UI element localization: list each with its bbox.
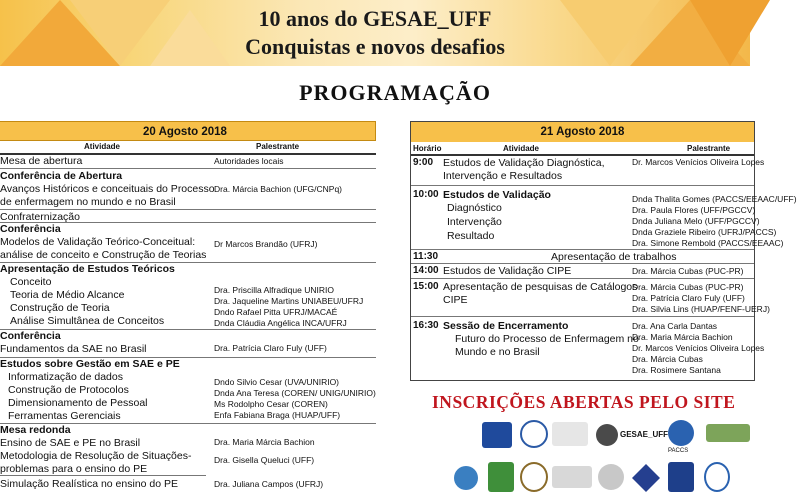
day1-row-speaker: Autoridades locais xyxy=(214,156,284,166)
day2-row-activity: Intervenção e Resultados xyxy=(443,170,563,182)
day1-row-title: Estudos sobre Gestão em SAE e PE xyxy=(0,358,180,370)
day2-row-title: Sessão de Encerramento xyxy=(443,320,569,332)
day1-row-speaker: Dra. Priscilla Alfradique UNIRIO xyxy=(214,285,334,295)
institution-logo xyxy=(632,464,660,492)
institution-logo xyxy=(454,466,478,490)
day1-row-activity: Dimensionamento de Pessoal xyxy=(8,397,148,409)
day1-row-activity: Análise Simultânea de Conceitos xyxy=(10,315,165,327)
day2-row-time: 14:00 xyxy=(413,265,439,276)
day2-row-speaker: Dra. Patrícia Claro Fuly (UFF) xyxy=(632,293,745,303)
day2-row-speaker: Dnda Thalita Gomes (PACCS/EEAAC/UFF) xyxy=(632,194,797,204)
institution-logo xyxy=(552,466,592,488)
day2-row-speaker: Dra. Maria Márcia Bachion xyxy=(632,332,733,342)
day2-col-time: Horário xyxy=(413,144,442,153)
day1-row-activity: Confraternização xyxy=(0,211,80,223)
day2-row-activity: Apresentação de trabalhos xyxy=(551,251,677,263)
day2-row-speaker: Dr. Marcos Venícios Oliveira Lopes xyxy=(632,343,765,353)
day1-schedule-table xyxy=(0,121,376,501)
day2-row-speaker: Dnda Juliana Melo (UFF/PGCCV) xyxy=(632,216,760,226)
divider xyxy=(0,209,376,210)
day2-schedule-table xyxy=(410,121,797,381)
day1-row-speaker: Dndo Rafael Pitta UFRJ/MACAÉ xyxy=(214,307,338,317)
day1-row-activity: Modelos de Validação Teórico-Conceitual: xyxy=(0,236,196,248)
divider xyxy=(411,249,754,250)
day1-row-activity: Simulação Realística no ensino do PE xyxy=(0,478,179,490)
day1-row-speaker: Dra. Jaqueline Martins UNIABEU/UFRJ xyxy=(214,296,364,306)
university-seal-logo xyxy=(520,420,548,448)
day2-row-time: 9:00 xyxy=(413,157,434,168)
day2-row-speaker: Dra. Simone Rembold (PACCS/EEAAC) xyxy=(632,238,784,248)
day1-row-speaker: Dra. Márcia Bachion (UFG/CNPq) xyxy=(214,184,343,194)
day1-row-activity: de enfermagem no mundo e no Brasil xyxy=(0,196,176,208)
day2-date: 21 Agosto 2018 xyxy=(411,122,754,142)
day2-row-activity: Estudos de Validação CIPE xyxy=(443,265,572,277)
day2-col-speaker: Palestrante xyxy=(687,144,731,153)
gesae-logo-text: GESAE_UFF xyxy=(620,430,669,439)
day2-row-speaker: Dra. Ana Carla Dantas xyxy=(632,321,718,331)
institution-logo xyxy=(488,462,514,492)
day1-row-activity: Conceito xyxy=(10,276,52,288)
divider xyxy=(0,475,206,476)
day2-row-activity: Diagnóstico xyxy=(447,202,502,214)
day2-row-speaker: Dra. Paula Flores (UFF/PGCCV) xyxy=(632,205,756,215)
day1-row-speaker: Dndo Silvio Cesar (UVA/UNIRIO) xyxy=(214,377,340,387)
day1-row-activity: problemas para o ensino do PE xyxy=(0,463,148,475)
institution-logo xyxy=(552,422,588,446)
programacao-heading: PROGRAMAÇÃO xyxy=(299,80,491,105)
institution-shield-logo xyxy=(668,462,694,492)
day2-row-speaker: Dra. Silvia Lins (HUAP/FENF-UERJ) xyxy=(632,304,770,314)
day1-row-speaker: Dnda Ana Teresa (COREN/ UNIG/UNIRIO) xyxy=(214,388,376,398)
day2-row-time: 16:30 xyxy=(413,320,439,331)
institution-seal-logo xyxy=(520,462,548,492)
day2-row-activity: Estudos de Validação Diagnóstica, xyxy=(443,157,605,169)
day1-row-speaker: Dra. Maria Márcia Bachion xyxy=(214,437,315,447)
day2-row-speaker: Dra. Márcia Cubas xyxy=(632,354,703,364)
day1-row-activity: Mesa de abertura xyxy=(0,155,83,167)
day1-row-title: Conferência de Abertura xyxy=(0,170,123,182)
day1-row-title: Conferência xyxy=(0,330,61,342)
day2-row-time: 10:00 xyxy=(413,189,439,200)
day1-row-speaker: Enfa Fabiana Braga (HUAP/UFF) xyxy=(214,410,341,420)
paccs-logo xyxy=(668,420,694,446)
day1-row-activity: Metodologia de Resolução de Situações- xyxy=(0,450,192,462)
day2-row-speaker: Dr. Marcos Venícios Oliveira Lopes xyxy=(632,157,765,167)
day2-row-activity: Mundo e no Brasil xyxy=(455,346,540,358)
header-banner xyxy=(0,0,750,66)
day1-row-activity: Fundamentos da SAE no Brasil xyxy=(0,343,147,355)
banner-subtitle: Conquistas e novos desafios xyxy=(245,34,505,59)
day1-row-speaker: Dnda Cláudia Angélica INCA/UFRJ xyxy=(214,318,347,328)
registration-banner[interactable]: INSCRIÇÕES ABERTAS PELO SITE xyxy=(432,392,736,412)
divider xyxy=(411,263,754,264)
divider xyxy=(0,168,376,169)
day1-row-activity: Avanços Históricos e conceituais do Processo xyxy=(0,183,215,195)
day1-row-activity: Teoria de Médio Alcance xyxy=(10,289,125,301)
day1-row-speaker: Dra. Juliana Campos (UFRJ) xyxy=(214,479,324,489)
institution-logo xyxy=(598,464,624,490)
coren-logo xyxy=(704,462,730,492)
day2-row-speaker: Dra. Márcia Cubas (PUC-PR) xyxy=(632,266,744,276)
day1-row-speaker: Dra. Patrícia Claro Fuly (UFF) xyxy=(214,343,327,353)
day2-row-time: 11:30 xyxy=(413,251,439,262)
day1-row-speaker: Dr Marcos Brandão (UFRJ) xyxy=(214,239,318,249)
day1-col-speaker: Palestrante xyxy=(256,142,300,151)
divider xyxy=(411,316,754,317)
day2-row-speaker: Dnda Graziele Ribeiro (UFRJ/PACCS) xyxy=(632,227,777,237)
university-logo xyxy=(482,422,512,448)
day2-row-activity: Resultado xyxy=(447,230,495,242)
day1-row-speaker: Dra. Gisella Queluci (UFF) xyxy=(214,455,315,465)
day2-row-activity: CIPE xyxy=(443,294,468,306)
day1-row-speaker: Ms Rodolpho Cesar (COREN) xyxy=(214,399,328,409)
day1-row-activity: Construção de Teoria xyxy=(10,302,110,314)
day1-row-title: Conferência xyxy=(0,223,61,235)
day2-row-activity: Intervenção xyxy=(447,216,502,228)
day1-row-activity: Ferramentas Gerenciais xyxy=(8,410,121,422)
day1-row-title: Apresentação de Estudos Teóricos xyxy=(0,263,175,275)
day1-row-activity: análise de conceito e Construção de Teorias xyxy=(0,249,207,261)
day2-row-title: Estudos de Validação xyxy=(443,189,551,201)
day2-row-activity: Apresentação de pesquisas de Catálogos xyxy=(443,281,638,293)
divider xyxy=(411,154,754,156)
day2-row-time: 15:00 xyxy=(413,281,439,292)
institution-banner-logo xyxy=(706,424,750,442)
gesae-logo-icon xyxy=(596,424,618,446)
divider xyxy=(411,278,754,279)
day1-row-activity: Ensino de SAE e PE no Brasil xyxy=(0,437,141,449)
day2-row-activity: Futuro do Processo de Enfermagem no xyxy=(455,333,639,345)
banner-title: 10 anos do GESAE_UFF xyxy=(258,6,492,31)
paccs-logo-text: PACCS xyxy=(668,448,689,454)
day2-row-speaker: Dra. Márcia Cubas (PUC-PR) xyxy=(632,282,744,292)
divider xyxy=(411,185,754,186)
day1-row-activity: Informatização de dados xyxy=(8,371,123,383)
day2-row-speaker: Dra. Rosimere Santana xyxy=(632,365,721,375)
day1-date: 20 Agosto 2018 xyxy=(0,121,376,141)
day2-col-activity: Atividade xyxy=(503,144,540,153)
day1-col-activity: Atividade xyxy=(84,142,121,151)
day1-row-activity: Construção de Protocolos xyxy=(8,384,129,396)
day1-row-title: Mesa redonda xyxy=(0,424,71,436)
